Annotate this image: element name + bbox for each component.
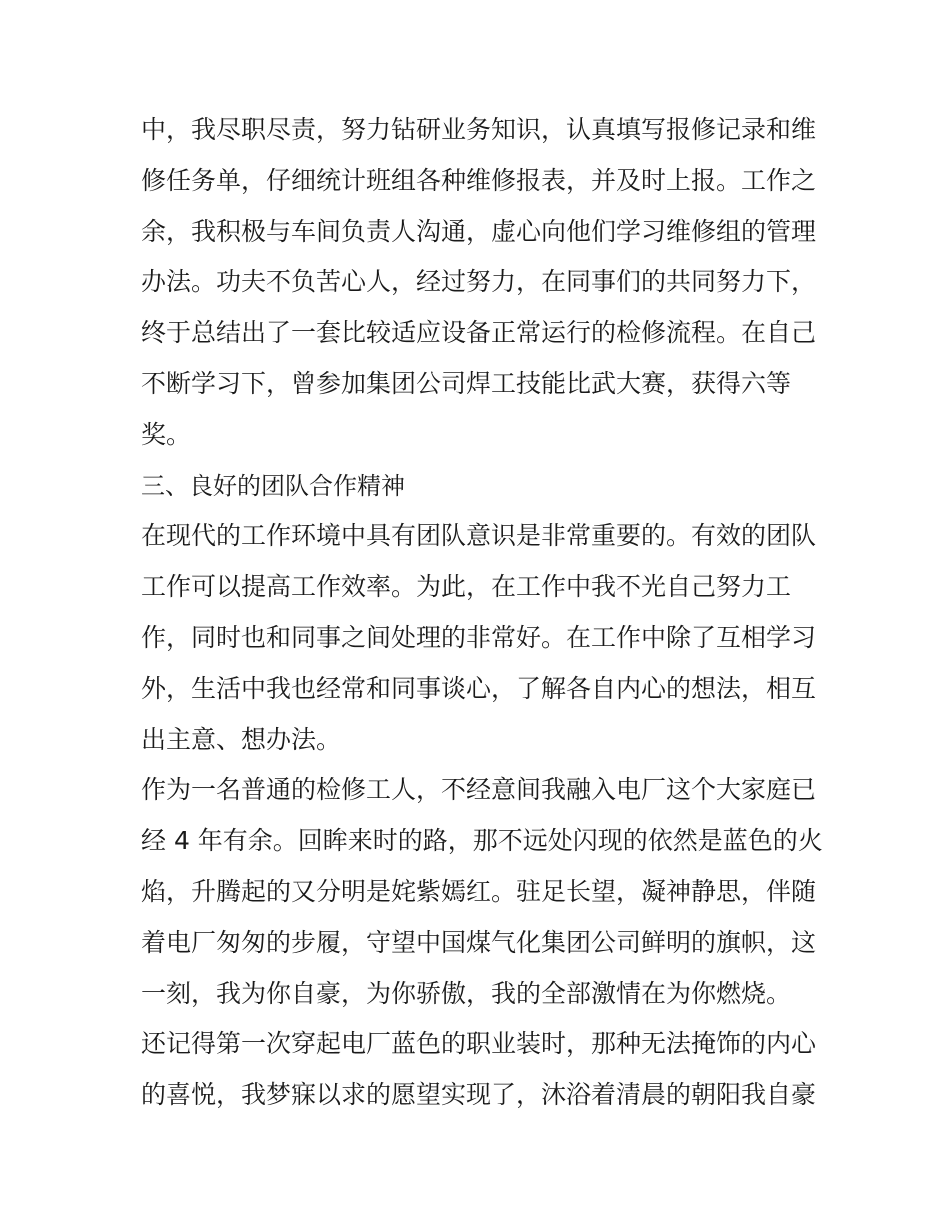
text-line: 外，生活中我也经常和同事谈心，了解各自内心的想法，相互 <box>141 673 817 703</box>
text-line: 作，同时也和同事之间处理的非常好。在工作中除了互相学习 <box>141 622 817 652</box>
text-line: 奖。 <box>141 419 192 449</box>
text-line: 不断学习下，曾参加集团公司焊工技能比武大赛，获得六等 <box>141 368 792 398</box>
text-line: 还记得第一次穿起电厂蓝色的职业装时，那种无法掩饰的内心 <box>141 1029 817 1059</box>
text-line: 修任务单，仔细统计班组各种维修报表，并及时上报。工作之 <box>141 165 817 195</box>
text-line: 经 4 年有余。回眸来时的路，那不远处闪现的依然是蓝色的火 <box>141 826 823 856</box>
text-line: 余，我积极与车间负责人沟通，虚心向他们学习维修组的管理 <box>141 216 817 246</box>
text-line: 的喜悦，我梦寐以求的愿望实现了，沐浴着清晨的朝阳我自豪 <box>141 1080 817 1110</box>
text-line: 着电厂匆匆的步履，守望中国煤气化集团公司鲜明的旗帜，这 <box>141 927 817 957</box>
text-line: 焰，升腾起的又分明是姹紫嫣红。驻足长望，凝神静思，伴随 <box>141 876 817 906</box>
text-line: 在现代的工作环境中具有团队意识是非常重要的。有效的团队 <box>141 521 817 551</box>
text-line: 作为一名普通的检修工人，不经意间我融入电厂这个大家庭已 <box>141 775 817 805</box>
text-line: 终于总结出了一套比较适应设备正常运行的检修流程。在自己 <box>141 318 817 348</box>
document-body <box>141 108 821 1124</box>
text-line: 工作可以提高工作效率。为此，在工作中我不光自己努力工 <box>141 572 792 602</box>
text-line: 办法。功夫不负苦心人，经过努力，在同事们的共同努力下， <box>141 267 817 297</box>
text-line: 出主意、想办法。 <box>141 724 342 754</box>
text-line: 一刻，我为你自豪，为你骄傲，我的全部激情在为你燃烧。 <box>141 978 792 1008</box>
section-heading: 三、良好的团队合作精神 <box>141 471 405 500</box>
text-line: 中，我尽职尽责，努力钻研业务知识，认真填写报修记录和维 <box>141 115 817 144</box>
